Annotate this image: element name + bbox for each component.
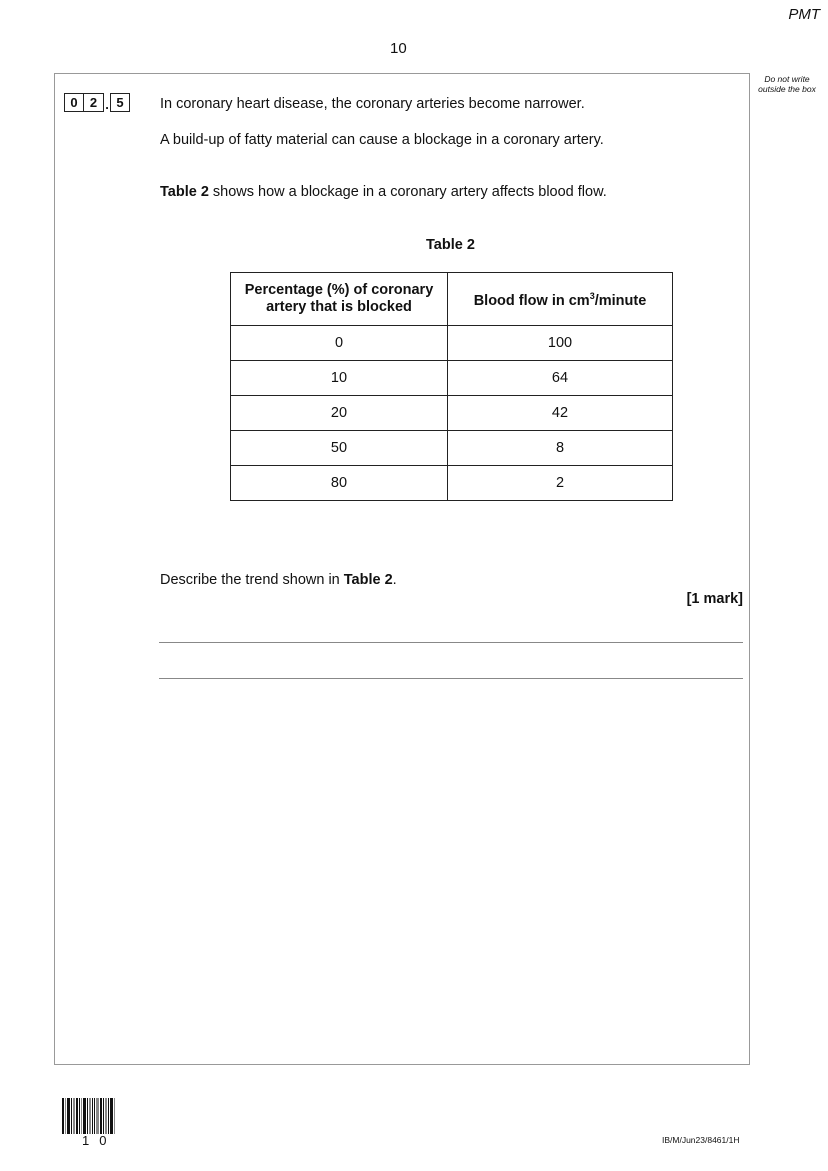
table-row (231, 431, 673, 466)
cell: 20 (231, 396, 448, 431)
answer-line[interactable] (159, 678, 743, 679)
barcode-bar (73, 1098, 75, 1134)
barcode (62, 1098, 138, 1134)
question-text (160, 184, 607, 200)
prompt-text (160, 572, 397, 588)
mark-allocation: [1 mark] (686, 591, 743, 607)
barcode-bar (89, 1098, 91, 1134)
cell: 64 (448, 361, 673, 396)
header-cell: Percentage (%) of coronary artery that is blocked (231, 273, 448, 326)
barcode-number: 10 (82, 1133, 117, 1148)
barcode-bar (110, 1098, 113, 1134)
barcode-bar (92, 1098, 93, 1134)
table-row (231, 396, 673, 431)
cell: 0 (231, 326, 448, 361)
header-cell (448, 273, 673, 326)
superscript: 3 (589, 291, 595, 302)
question-text-rest: shows how a blockage in a coronary artery affects blood flow. (208, 184, 607, 200)
table-ref: Table 2 (343, 572, 393, 588)
question-digit: 2 (84, 93, 104, 112)
cell: 8 (448, 431, 673, 466)
question-number (64, 93, 130, 112)
header-text: /minute (594, 292, 647, 309)
barcode-bar (114, 1098, 115, 1134)
cell: 2 (448, 466, 673, 501)
barcode-bar (71, 1098, 72, 1134)
prompt-text-end: . (392, 572, 397, 588)
data-table (230, 272, 673, 501)
question-text: In coronary heart disease, the coronary arteries become narrower. (160, 96, 585, 112)
barcode-bar (76, 1098, 78, 1134)
barcode-bar (100, 1098, 102, 1134)
table-row (231, 326, 673, 361)
barcode-bar (103, 1098, 104, 1134)
barcode-bar (96, 1098, 99, 1134)
cell: 80 (231, 466, 448, 501)
barcode-bar (81, 1098, 82, 1134)
question-text: A build-up of fatty material can cause a blockage in a coronary artery. (160, 132, 604, 148)
question-digit: 5 (110, 93, 130, 112)
margin-note: Do not write outside the box (758, 74, 816, 94)
cell: 42 (448, 396, 673, 431)
header-text: Blood flow in cm (473, 292, 590, 309)
barcode-bar (87, 1098, 88, 1134)
barcode-bar (105, 1098, 107, 1134)
table-header-row (231, 273, 673, 326)
barcode-bar (79, 1098, 80, 1134)
table-caption: Table 2 (426, 237, 475, 253)
barcode-bar (83, 1098, 86, 1134)
table-row (231, 361, 673, 396)
table-ref: Table 2 (160, 184, 209, 200)
page-number: 10 (390, 40, 407, 57)
question-digit: 0 (64, 93, 84, 112)
barcode-bar (94, 1098, 95, 1134)
table-row (231, 466, 673, 501)
cell: 100 (448, 326, 673, 361)
barcode-bar (108, 1098, 109, 1134)
answer-line[interactable] (159, 642, 743, 643)
cell: 50 (231, 431, 448, 466)
barcode-bar (65, 1098, 66, 1134)
prompt-text-start: Describe the trend shown in (160, 572, 344, 588)
paper-reference: IB/M/Jun23/8461/1H (662, 1135, 740, 1145)
barcode-bar (67, 1098, 70, 1134)
answer-frame (54, 73, 750, 1065)
cell: 10 (231, 361, 448, 396)
barcode-bar (62, 1098, 64, 1134)
pmt-watermark: PMT (788, 6, 820, 23)
question-separator: . (105, 97, 109, 112)
